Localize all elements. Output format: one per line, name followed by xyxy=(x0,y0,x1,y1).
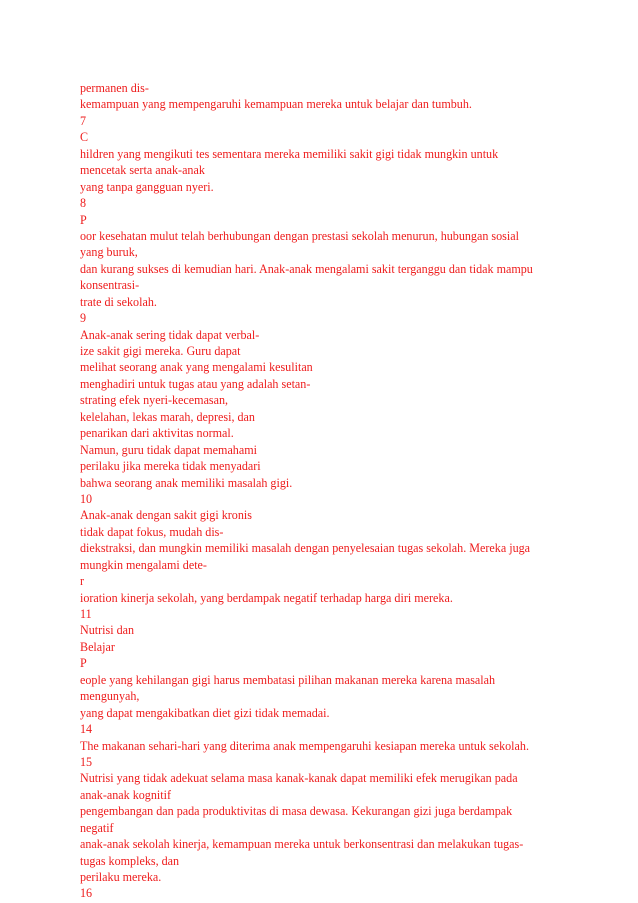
text-line: yang dapat mengakibatkan diet gizi tidak memadai. xyxy=(80,705,330,720)
drop-letter: C xyxy=(80,130,89,145)
text-line: trate di sekolah. xyxy=(80,294,157,309)
drop-letter: P xyxy=(80,656,87,671)
text-line: perilaku jika mereka tidak menyadari xyxy=(80,459,261,474)
text-line: Namun, guru tidak dapat memahami xyxy=(80,442,257,457)
text-line: tidak dapat fokus, mudah dis- xyxy=(80,524,224,539)
text-line: Nutrisi yang tidak adekuat selama masa kanak-kanak dapat memiliki efek merugikan pada xyxy=(80,771,518,786)
footnote-number: 16 xyxy=(80,886,93,901)
footnote-number: 15 xyxy=(80,754,93,769)
text-line: dan kurang sukses di kemudian hari. Anak-anak mengalami sakit terganggu dan tidak mampu xyxy=(80,261,533,276)
footnote-number: 14 xyxy=(80,722,93,737)
text-line: kelelahan, lekas marah, depresi, dan xyxy=(80,409,255,424)
text-line: anak-anak sekolah kinerja, kemampuan mereka untuk berkonsentrasi dan melakukan tugas- xyxy=(80,837,524,852)
text-line: Anak-anak sering tidak dapat verbal- xyxy=(80,327,260,342)
drop-letter: P xyxy=(80,212,87,227)
text-line: mencetak serta anak-anak xyxy=(80,163,205,178)
text-line: ioration kinerja sekolah, yang berdampak negatif terhadap harga diri mereka. xyxy=(80,590,453,605)
text-line: hildren yang mengikuti tes sementara mereka memiliki sakit gigi tidak mungkin untuk xyxy=(80,146,499,161)
text-line: negatif xyxy=(80,820,114,835)
text-line: menghadiri untuk tugas atau yang adalah setan- xyxy=(80,376,311,391)
footnote-number: 8 xyxy=(80,196,87,211)
text-line: bahwa seorang anak memiliki masalah gigi. xyxy=(80,475,293,490)
footnote-number: 7 xyxy=(80,113,87,128)
text-line: The makanan sehari-hari yang diterima anak mempengaruhi kesiapan mereka untuk sekolah. xyxy=(80,738,529,753)
text-line: strating efek nyeri-kecemasan, xyxy=(80,393,229,408)
text-line: eople yang kehilangan gigi harus membatasi pilihan makanan mereka karena masalah xyxy=(80,672,496,687)
text-line: konsentrasi- xyxy=(80,278,140,293)
text-line: mengunyah, xyxy=(80,689,140,704)
text-line: diekstraksi, dan mungkin memiliki masalah dengan penyelesaian tugas sekolah. Mereka juga xyxy=(80,541,531,556)
text-line: perilaku mereka. xyxy=(80,870,162,884)
text-line: yang tanpa gangguan nyeri. xyxy=(80,179,214,194)
text-line: ize sakit gigi mereka. Guru dapat xyxy=(80,344,241,358)
section-heading: Belajar xyxy=(80,639,115,654)
text-line: tugas kompleks, dan xyxy=(80,853,180,868)
text-line: Anak-anak dengan sakit gigi kronis xyxy=(80,508,252,523)
text-line: permanen dis- xyxy=(80,81,149,95)
footnote-number: 10 xyxy=(80,491,93,506)
section-heading: Nutrisi dan xyxy=(80,623,135,638)
drop-letter: r xyxy=(80,574,85,589)
document-text xyxy=(80,80,580,902)
text-line: kemampuan yang mempengaruhi kemampuan mereka untuk belajar dan tumbuh. xyxy=(80,97,472,112)
footnote-number: 11 xyxy=(80,607,92,621)
text-line: mungkin mengalami dete- xyxy=(80,557,207,572)
text-line: anak-anak kognitif xyxy=(80,787,172,802)
text-line: penarikan dari aktivitas normal. xyxy=(80,426,234,441)
text-line: yang buruk, xyxy=(80,245,138,260)
text-line: melihat seorang anak yang mengalami kesulitan xyxy=(80,360,313,375)
text-line: pengembangan dan pada produktivitas di masa dewasa. Kekurangan gizi juga berdampak xyxy=(80,804,513,819)
text-line: oor kesehatan mulut telah berhubungan dengan prestasi sekolah menurun, hubungan sosial xyxy=(80,228,519,243)
footnote-number: 9 xyxy=(80,311,87,326)
